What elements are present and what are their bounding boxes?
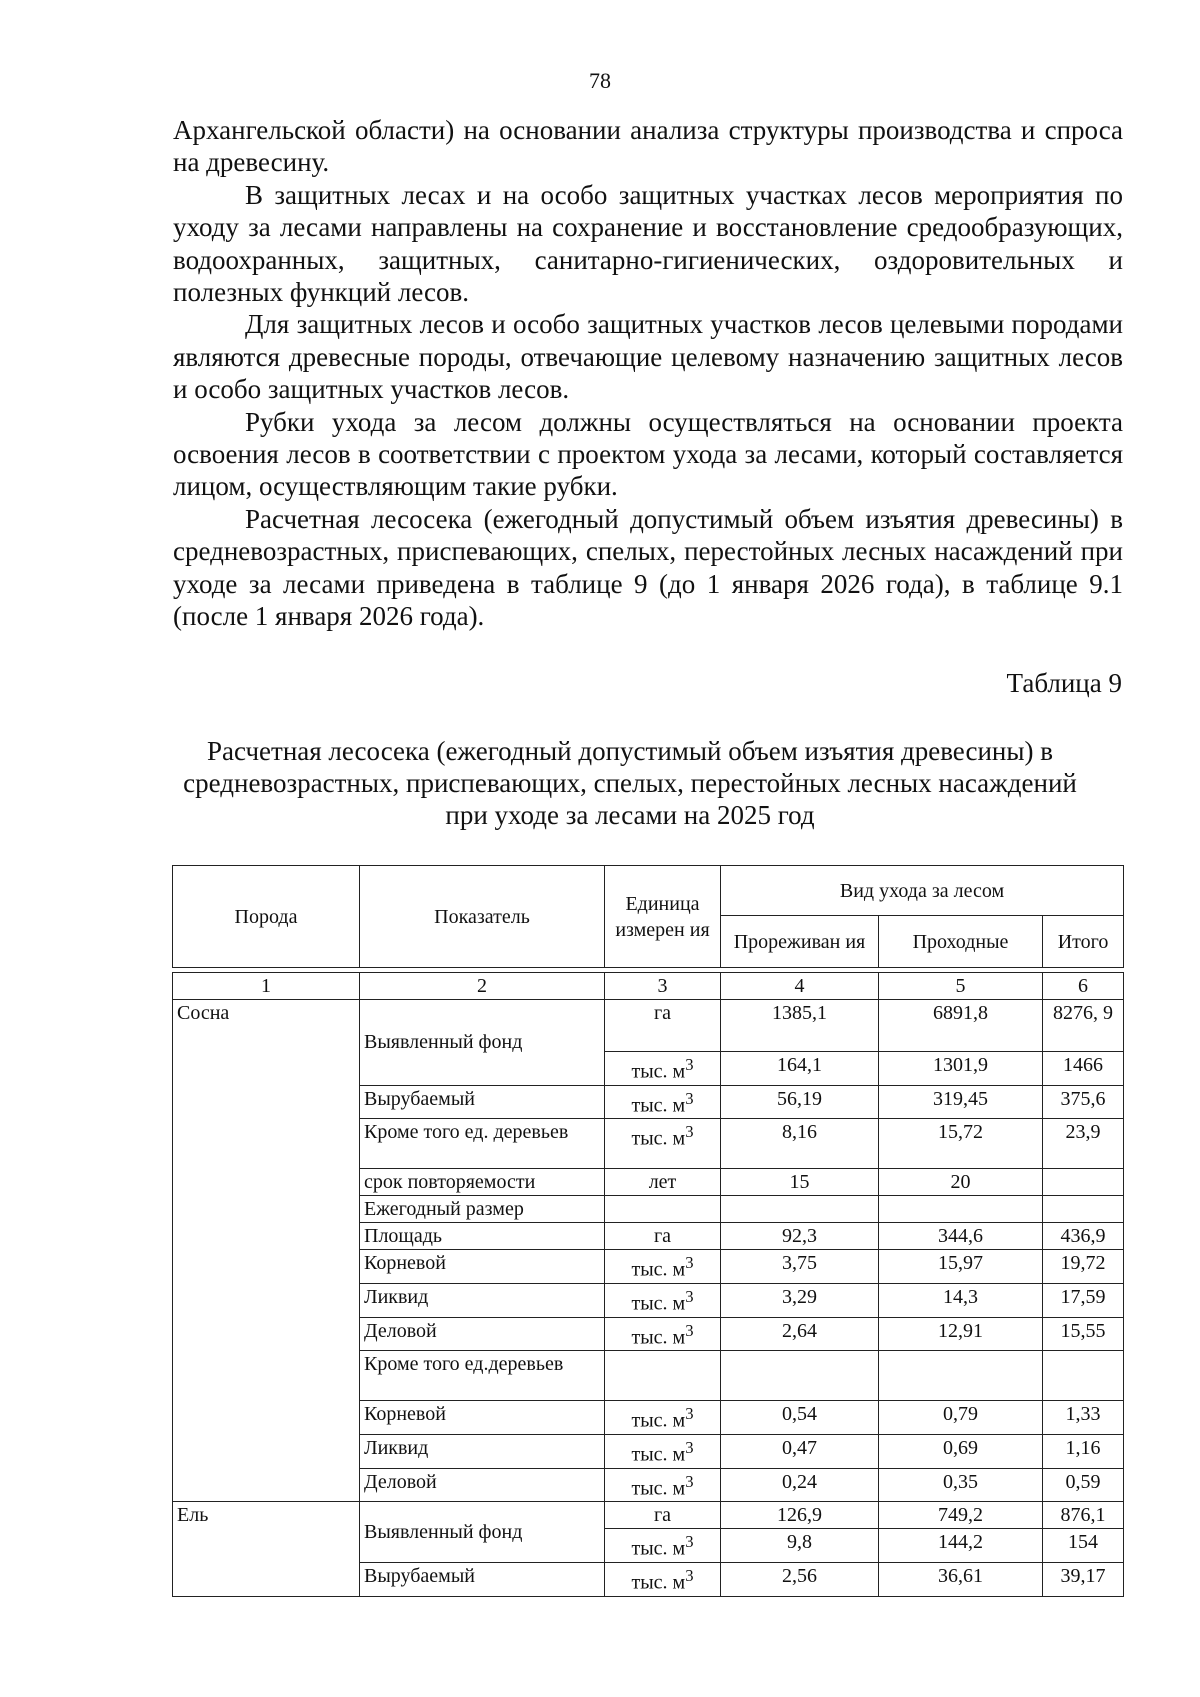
passage-cell: 36,61	[879, 1562, 1043, 1596]
passage-cell: 6891,8	[879, 1000, 1043, 1052]
total-cell: 1,16	[1043, 1434, 1124, 1468]
indicator-cell: Деловой	[360, 1468, 605, 1502]
total-cell: 1,33	[1043, 1401, 1124, 1435]
table-row	[173, 1502, 1124, 1529]
passage-cell: 20	[879, 1169, 1043, 1196]
indicator-cell: Ликвид	[360, 1434, 605, 1468]
unit-cell: тыс. $м^3$	[605, 1529, 721, 1563]
passage-cell: 15,72	[879, 1119, 1043, 1169]
header-indicator: Показатель	[360, 866, 605, 968]
thinning-cell: 164,1	[721, 1052, 879, 1086]
thinning-cell: 2,64	[721, 1317, 879, 1351]
table-row	[173, 1000, 1124, 1052]
indicator-cell: Кроме того ед.деревьев	[360, 1351, 605, 1401]
passage-cell: 344,6	[879, 1223, 1043, 1250]
unit-cell	[605, 1196, 721, 1223]
passage-cell: 0,35	[879, 1468, 1043, 1502]
passage-cell	[879, 1196, 1043, 1223]
column-number: 4	[721, 973, 879, 1000]
thinning-cell	[721, 1196, 879, 1223]
total-cell: 0,59	[1043, 1468, 1124, 1502]
passage-cell: 0,69	[879, 1434, 1043, 1468]
unit-cell: тыс. $м^3$	[605, 1468, 721, 1502]
column-number: 6	[1043, 973, 1124, 1000]
unit-cell: га	[605, 1223, 721, 1250]
paragraph-3: Для защитных лесов и особо защитных участков лесов целевыми породами являются древесные породы, отвечающие целевому назначению защитных лесов и особо защитных участков лесов.	[173, 309, 1123, 405]
passage-cell: 0,79	[879, 1401, 1043, 1435]
indicator-cell: Ежегодный размер	[360, 1196, 605, 1223]
thinning-cell: 15	[721, 1169, 879, 1196]
table-title-line-1: Расчетная лесосека (ежегодный допустимый объем изъятия древесины) в	[207, 736, 1053, 766]
total-cell: 154	[1043, 1529, 1124, 1563]
column-number: 5	[879, 973, 1043, 1000]
indicator-cell: Вырубаемый	[360, 1562, 605, 1596]
unit-cell	[605, 1351, 721, 1401]
header-unit: Единица измерен ия	[605, 866, 721, 968]
thinning-cell	[721, 1351, 879, 1401]
total-cell: 19,72	[1043, 1250, 1124, 1284]
total-cell: 15,55	[1043, 1317, 1124, 1351]
passage-cell: 749,2	[879, 1502, 1043, 1529]
thinning-cell: 0,47	[721, 1434, 879, 1468]
passage-cell: 144,2	[879, 1529, 1043, 1563]
paragraph-4: Рубки ухода за лесом должны осуществляться на основании проекта освоения лесов в соответствии с проектом ухода за лесами, который составляется лицом, осуществляющим такие рубки.	[173, 406, 1123, 502]
header-breed: Порода	[173, 866, 360, 968]
thinning-cell: 9,8	[721, 1529, 879, 1563]
total-cell: 23,9	[1043, 1119, 1124, 1169]
data-table	[172, 865, 1124, 1597]
thinning-cell: 3,75	[721, 1250, 879, 1284]
indicator-cell: Вырубаемый	[360, 1085, 605, 1119]
header-care-type: Вид ухода за лесом	[721, 866, 1124, 916]
unit-cell: тыс. $м^3$	[605, 1317, 721, 1351]
total-cell: 17,59	[1043, 1283, 1124, 1317]
body-text	[173, 114, 1123, 633]
unit-cell: га	[605, 1000, 721, 1052]
header-row-1	[173, 866, 1124, 916]
thinning-cell: 2,56	[721, 1562, 879, 1596]
total-cell	[1043, 1196, 1124, 1223]
thinning-cell: 56,19	[721, 1085, 879, 1119]
unit-cell: тыс. $м^3$	[605, 1085, 721, 1119]
indicator-cell: Ликвид	[360, 1283, 605, 1317]
page-number: 78	[589, 68, 611, 93]
unit-cell: тыс. $м^3$	[605, 1434, 721, 1468]
table-title-line-2: средневозрастных, приспевающих, спелых, перестойных лесных насаждений	[183, 768, 1077, 798]
paragraph-1: Архангельской области) на основании анализа структуры производства и спроса на древесину.	[173, 115, 1123, 178]
thinning-cell: 126,9	[721, 1502, 879, 1529]
thinning-cell: 3,29	[721, 1283, 879, 1317]
unit-cell: тыс. $м^3$	[605, 1401, 721, 1435]
passage-cell	[879, 1351, 1043, 1401]
thinning-cell: 8,16	[721, 1119, 879, 1169]
breed-cell: Ель	[173, 1502, 360, 1596]
header-thinning: Прореживан ия	[721, 916, 879, 968]
passage-cell: 12,91	[879, 1317, 1043, 1351]
thinning-cell: 1385,1	[721, 1000, 879, 1052]
total-cell	[1043, 1169, 1124, 1196]
column-number: 1	[173, 973, 360, 1000]
thinning-cell: 92,3	[721, 1223, 879, 1250]
thinning-cell: 0,54	[721, 1401, 879, 1435]
indicator-cell: Площадь	[360, 1223, 605, 1250]
indicator-cell: Деловой	[360, 1317, 605, 1351]
indicator-cell: Выявленный фонд	[360, 1502, 605, 1563]
total-cell: 8276, 9	[1043, 1000, 1124, 1052]
table-title-line-3: при уходе за лесами на 2025 год	[445, 800, 815, 830]
indicator-cell: Выявленный фонд	[360, 1000, 605, 1086]
paragraph-2: В защитных лесах и на особо защитных участках лесов мероприятия по уходу за лесами направлены на сохранение и восстановление средообразующих, водоохранных, защитных, санитарно-гигиенических, оздоровительных и полезных функций лесов.	[173, 179, 1123, 308]
passage-cell: 14,3	[879, 1283, 1043, 1317]
column-number: 3	[605, 973, 721, 1000]
total-cell	[1043, 1351, 1124, 1401]
column-number-row	[173, 973, 1124, 1000]
header-passage: Проходные	[879, 916, 1043, 968]
total-cell: 876,1	[1043, 1502, 1124, 1529]
unit-cell: тыс. $м^3$	[605, 1283, 721, 1317]
unit-cell: тыс. $м^3$	[605, 1250, 721, 1284]
passage-cell: 15,97	[879, 1250, 1043, 1284]
paragraph-5: Расчетная лесосека (ежегодный допустимый объем изъятия древесины) в средневозрастных, приспевающих, спелых, перестойных лесных насаждений при уходе за лесами приведена в таблице 9 (до 1 января 2026 года), в таблице 9.1 (после 1 января 2026 года).	[173, 503, 1123, 632]
total-cell: 39,17	[1043, 1562, 1124, 1596]
indicator-cell: срок повторяемости	[360, 1169, 605, 1196]
total-cell: 436,9	[1043, 1223, 1124, 1250]
indicator-cell: Корневой	[360, 1250, 605, 1284]
thinning-cell: 0,24	[721, 1468, 879, 1502]
passage-cell: 1301,9	[879, 1052, 1043, 1086]
passage-cell: 319,45	[879, 1085, 1043, 1119]
table-title	[150, 735, 1110, 831]
table-label: Таблица 9	[1006, 668, 1122, 698]
breed-cell: Сосна	[173, 1000, 360, 1502]
unit-cell: тыс. $м^3$	[605, 1119, 721, 1169]
indicator-cell: Кроме того ед. деревьев	[360, 1119, 605, 1169]
unit-cell: тыс. $м^3$	[605, 1052, 721, 1086]
total-cell: 375,6	[1043, 1085, 1124, 1119]
header-total: Итого	[1043, 916, 1124, 968]
unit-cell: лет	[605, 1169, 721, 1196]
unit-cell: га	[605, 1502, 721, 1529]
indicator-cell: Корневой	[360, 1401, 605, 1435]
unit-cell: тыс. $м^3$	[605, 1562, 721, 1596]
total-cell: 1466	[1043, 1052, 1124, 1086]
column-number: 2	[360, 973, 605, 1000]
